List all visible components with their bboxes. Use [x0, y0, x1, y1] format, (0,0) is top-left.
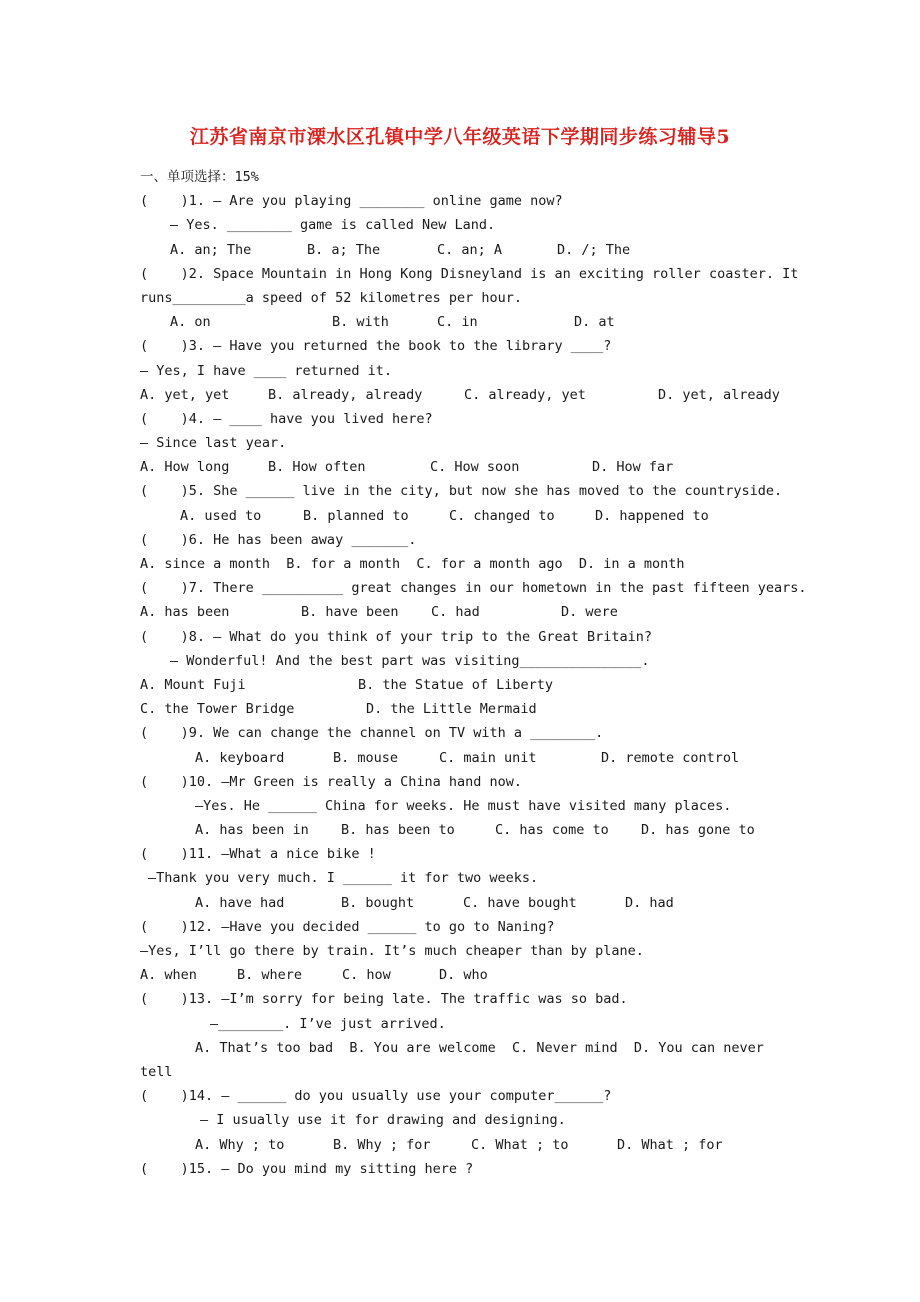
option-a: A. has been in: [195, 822, 309, 839]
question-13-options: A. That’s too bad B. You are welcome C. Never mind D. You can never: [195, 1039, 764, 1056]
question-2-options: [140, 310, 785, 334]
option-b: B. already, already: [268, 386, 423, 403]
question-7-stem: ( )7. There __________ great changes in our hometown in the past fifteen years.: [140, 580, 807, 597]
question-3-reply: — Yes, I have ____ returned it.: [140, 362, 392, 379]
question-13-stem: ( )13. —I’m sorry for being late. The traffic was so bad.: [140, 991, 628, 1008]
option-d: D. were: [561, 604, 618, 621]
option-c: C. an; A: [437, 241, 503, 258]
option-b: B. with: [332, 314, 389, 331]
option-a: A. on: [170, 314, 211, 331]
option-a: A. keyboard: [195, 749, 285, 766]
option-b: B. have been: [301, 604, 399, 621]
option-c: C. have bought: [463, 894, 577, 911]
option-a: A. when: [140, 967, 197, 984]
option-d: D. How far: [592, 459, 674, 476]
option-c: C. how: [342, 967, 391, 984]
option-d: D. who: [439, 967, 488, 984]
option-b: B. Why ; for: [333, 1136, 431, 1153]
option-a: A. yet, yet: [140, 386, 230, 403]
page-title: 江苏省南京市溧水区孔镇中学八年级英语下学期同步练习辅导5: [189, 126, 731, 148]
option-d: D. /; The: [557, 241, 631, 258]
option-b: B. where: [237, 967, 303, 984]
question-10-stem: ( )10. —Mr Green is really a China hand now.: [140, 773, 523, 790]
question-11-stem: ( )11. —What a nice bike !: [140, 846, 376, 863]
question-6-stem: ( )6. He has been away _______.: [140, 531, 417, 548]
question-9-stem: ( )9. We can change the channel on TV with a ________.: [140, 725, 604, 742]
option-c: C. has come to: [495, 822, 609, 839]
option-a: A. used to: [180, 507, 262, 524]
question-2-stem-cont: runs_________a speed of 52 kilometres per hour.: [140, 289, 523, 306]
question-14-stem: ( )14. — ______ do you usually use your computer______?: [140, 1088, 612, 1105]
question-3-options: [140, 383, 785, 407]
option-b: B. mouse: [333, 749, 399, 766]
question-14-options: [140, 1133, 785, 1157]
option-d: D. at: [574, 314, 615, 331]
question-8-options-row2: [140, 697, 785, 721]
option-d: D. remote control: [601, 749, 740, 766]
question-10-options: [140, 818, 785, 842]
option-c: C. had: [431, 604, 480, 621]
question-14-reply: — I usually use it for drawing and designing.: [200, 1112, 566, 1129]
question-4-options: [140, 455, 785, 479]
question-12-reply: —Yes, I’ll go there by train. It’s much cheaper than by plane.: [140, 943, 644, 959]
question-4-stem: ( )4. — ____ have you lived here?: [140, 410, 433, 427]
question-11-options: [140, 891, 785, 915]
question-5-options: [140, 504, 785, 528]
question-8-reply: — Wonderful! And the best part was visiting_______________.: [170, 652, 650, 669]
question-7-options: [140, 600, 785, 624]
option-a: A. have had: [195, 894, 285, 911]
question-1-reply: — Yes. ________ game is called New Land.: [170, 217, 496, 234]
question-13-options-cont: tell: [140, 1063, 173, 1080]
option-d: D. had: [625, 894, 674, 911]
option-a: A. How long: [140, 459, 230, 476]
question-8-options-row1: [140, 673, 785, 697]
option-a: A. has been: [140, 604, 230, 621]
question-1-options: [140, 238, 785, 262]
question-12-options: [140, 963, 785, 987]
question-4-reply: — Since last year.: [140, 435, 287, 452]
option-c: C. changed to: [449, 507, 555, 524]
option-b: B. planned to: [303, 507, 409, 524]
question-8-stem: ( )8. — What do you think of your trip to the Great Britain?: [140, 628, 653, 645]
section-heading: 一、单项选择：15%: [140, 169, 259, 185]
question-10-reply: —Yes. He ______ China for weeks. He must have visited many places.: [195, 797, 732, 814]
option-b: B. How often: [268, 459, 366, 476]
option-a: A. Why ; to: [195, 1136, 285, 1153]
option-b: B. has been to: [341, 822, 455, 839]
option-c: C. main unit: [439, 749, 537, 766]
option-d: D. the Little Mermaid: [366, 701, 537, 718]
option-d: D. What ; for: [617, 1136, 723, 1153]
option-a: A. Mount Fuji: [140, 676, 246, 693]
option-c: C. already, yet: [464, 386, 586, 403]
question-12-stem: ( )12. —Have you decided ______ to go to Naning?: [140, 918, 555, 935]
question-2-stem: ( )2. Space Mountain in Hong Kong Disneyland is an exciting roller coaster. It: [140, 265, 799, 282]
exercise-body: [140, 165, 807, 1181]
option-d: D. happened to: [595, 507, 709, 524]
question-1-stem: ( )1. — Are you playing ________ online game now?: [140, 193, 563, 210]
option-c: C. What ; to: [471, 1136, 569, 1153]
option-b: B. the Statue of Liberty: [358, 676, 554, 693]
option-c: C. the Tower Bridge: [140, 701, 295, 718]
option-d: D. has gone to: [641, 822, 755, 839]
question-9-options: [140, 746, 785, 770]
option-c: C. in: [437, 314, 478, 331]
option-b: B. a; The: [307, 241, 381, 258]
option-c: C. How soon: [430, 459, 520, 476]
question-6-options: A. since a month B. for a month C. for a month ago D. in a month: [140, 556, 685, 572]
question-15-stem: ( )15. — Do you mind my sitting here ?: [140, 1160, 474, 1177]
question-13-reply: —________. I’ve just arrived.: [210, 1015, 446, 1032]
option-d: D. yet, already: [658, 386, 780, 403]
question-11-reply: —Thank you very much. I ______ it for two weeks.: [148, 870, 539, 887]
question-3-stem: ( )3. — Have you returned the book to the library ____?: [140, 338, 612, 355]
question-5-stem: ( )5. She ______ live in the city, but now she has moved to the countryside.: [140, 483, 783, 500]
option-a: A. an; The: [170, 241, 252, 258]
option-b: B. bought: [341, 894, 415, 911]
